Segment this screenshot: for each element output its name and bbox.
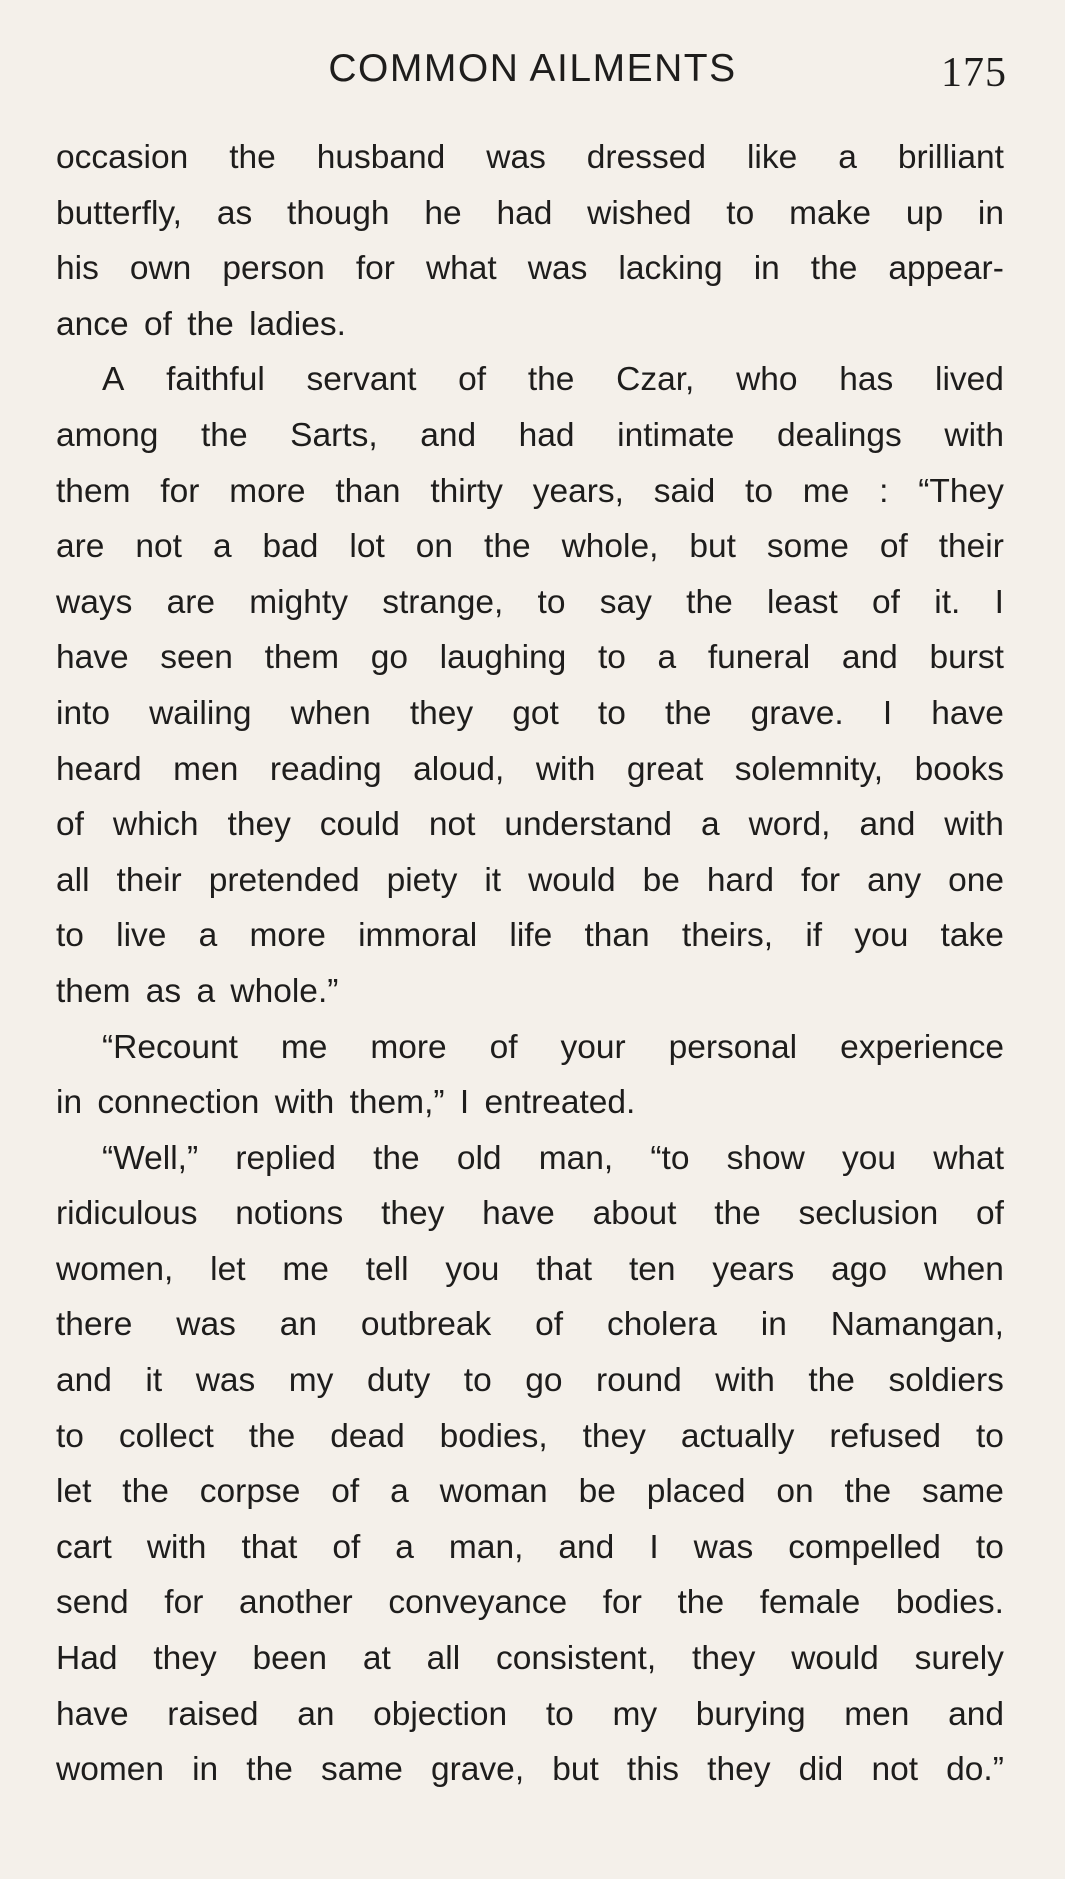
word: women [56,1751,164,1789]
word: least [767,583,838,621]
word: not [135,528,182,566]
word: say [599,583,652,621]
word: Namangan, [830,1306,1004,1344]
word: more [249,917,326,955]
word: same [922,1473,1004,1511]
word: if [805,917,823,955]
word: heard [56,750,142,788]
word: though [287,194,390,232]
word: years, [532,472,624,510]
word: they [153,1640,217,1678]
word: surely [914,1640,1004,1678]
word: consistent, [496,1640,657,1678]
word: go [525,1362,563,1400]
word: did [798,1751,844,1789]
word: all [426,1640,461,1678]
word: thirty [430,472,503,510]
word: women, [56,1250,174,1288]
page-number: 175 [941,50,1007,96]
word: old [456,1139,502,1177]
text-line [56,1186,1004,1242]
word: make [789,194,871,232]
word: grave, [431,1751,525,1789]
word: men [173,750,239,788]
word: but [689,528,736,566]
word: of [535,1306,564,1344]
word: mighty [249,583,348,621]
word: to [597,639,626,677]
word: another [239,1584,353,1622]
word: lived [935,361,1004,399]
word: you [445,1250,500,1288]
word: are [166,583,216,621]
word: the [714,1195,761,1233]
word: corpse [199,1473,301,1511]
text-line [56,186,1004,242]
word: person [222,250,325,288]
word: a [212,528,232,566]
word: the [484,528,531,566]
word: to [537,583,566,621]
word: to [545,1695,574,1733]
word: your [560,1028,626,1066]
text-line [56,1353,1004,1409]
word: of [489,1028,518,1066]
word: for [164,1584,204,1622]
word: man, [538,1139,614,1177]
word: occasion [56,139,189,176]
word: to [463,1362,492,1400]
word: that [536,1250,593,1288]
word: a [198,917,218,955]
word: you [854,917,909,955]
word: my [288,1362,334,1400]
word: own [129,250,192,288]
word: a [700,806,720,844]
running-head [0,44,1065,94]
word: dealings [777,416,902,454]
word: to [56,917,84,955]
word: A [102,361,125,399]
word: who [736,361,798,399]
word: pretended [208,861,360,899]
word: an [297,1695,335,1733]
word: was [486,139,546,176]
word: I [882,694,893,732]
word: be [578,1473,616,1511]
word: the [122,1473,169,1511]
word: what [933,1139,1004,1177]
word: ten [628,1250,676,1288]
text-line [56,519,1004,575]
word: into [56,694,111,732]
text-line [56,1742,1004,1798]
word: the [229,139,276,176]
word: been [252,1640,328,1678]
word: they [692,1640,756,1678]
word: replied [235,1139,336,1177]
word: duty [366,1362,431,1400]
word: be [642,861,680,899]
text-line [56,1687,1004,1743]
word: to [597,694,626,732]
word: not [428,806,476,844]
word: they [582,1417,646,1455]
word: Had [56,1640,118,1678]
word: which [112,806,199,844]
word: an [279,1306,317,1344]
word: to [56,1417,84,1455]
text-line [56,1464,1004,1520]
text-line [56,1020,1004,1076]
word: ways [56,583,133,621]
word: personal [668,1028,798,1066]
word: their [938,528,1004,566]
word: they [381,1195,445,1233]
word: whole, [561,528,659,566]
word: do.” [946,1751,1004,1789]
word: and [841,639,898,677]
text-line [56,130,1004,186]
word: on [415,528,454,566]
word: at [362,1640,391,1678]
word: when [923,1250,1004,1288]
word: not [871,1751,919,1789]
word: send [56,1584,129,1622]
word: objection [373,1695,508,1733]
word: of [332,1528,361,1566]
text-line [56,686,1004,742]
word: what [425,250,497,288]
word: woman [439,1473,548,1511]
word: actually [680,1417,795,1455]
text-line [56,575,1004,631]
word: reading [269,750,382,788]
word: that [241,1528,298,1566]
word: in [192,1751,219,1789]
text-line [56,241,1004,297]
word: any [867,861,922,899]
word: them [56,472,131,510]
word: among [56,416,159,454]
word: them [264,639,340,677]
word: was [195,1362,256,1400]
word: refused [829,1417,942,1455]
body-text [56,130,1004,1798]
word: placed [646,1473,746,1511]
word: than [584,917,650,955]
word: in [753,250,780,288]
word: was [693,1528,754,1566]
word: cholera [606,1306,717,1344]
word: for [355,250,395,288]
word: of [56,806,84,844]
word: female [759,1584,861,1622]
word: of [331,1473,360,1511]
word: with [535,750,596,788]
word: the [527,361,575,399]
word: me [280,1028,328,1066]
word: the [664,694,712,732]
word: burst [929,639,1004,677]
word: I [649,1528,659,1566]
word: take [940,917,1004,955]
word: they [409,694,474,732]
word: compelled [788,1528,941,1566]
word: had [496,194,553,232]
word: outbreak [360,1306,492,1344]
text-line [56,630,1004,686]
word: it. [934,583,961,621]
word: raised [167,1695,259,1733]
word: years [712,1250,795,1288]
word: life [509,917,553,955]
word: have [56,639,129,677]
word: I [994,583,1004,621]
word: notions [235,1195,344,1233]
word: understand [504,806,673,844]
word: the [808,1362,855,1400]
word: let [210,1250,246,1288]
word: the [373,1139,420,1177]
word: intimate [617,416,735,454]
word: strange, [382,583,504,621]
word: collect [118,1417,214,1455]
word: have [482,1195,555,1233]
word: the [686,583,733,621]
word: my [612,1695,658,1733]
word: round [596,1362,682,1400]
word: have [56,1695,129,1733]
word: of [458,361,487,399]
text-line [56,408,1004,464]
word: had [518,416,575,454]
word: a [395,1528,414,1566]
text-line: ance of the ladies. [56,305,346,343]
word: could [319,806,400,844]
word: would [528,861,616,899]
word: wailing [149,694,252,732]
word: laughing [439,639,567,677]
text-line [56,1409,1004,1465]
word: the [246,1751,293,1789]
text-line [56,1297,1004,1353]
word: ridiculous [56,1195,198,1233]
word: the [248,1417,296,1455]
word: hard [706,861,774,899]
word: the [201,416,248,454]
word: all [56,861,90,899]
text-line [56,1131,1004,1187]
word: seclusion [798,1195,939,1233]
word: with [944,416,1004,454]
text-line [56,1242,1004,1298]
word: “They [918,472,1004,510]
word: and [948,1695,1004,1733]
word: as [216,194,253,232]
word: there [56,1306,133,1344]
word: in [760,1306,787,1344]
word: would [791,1640,879,1678]
word: great [626,750,704,788]
word: for [602,1584,642,1622]
word: got [512,694,559,732]
text-line [56,1631,1004,1687]
text-line: in connection with them,” I entreated. [56,1084,636,1122]
word: bodies. [895,1584,1004,1622]
word: men [844,1695,910,1733]
word: word, [748,806,831,844]
word: solemnity, [734,750,884,788]
word: the [810,250,858,288]
word: go [370,639,408,677]
word: they [227,806,291,844]
word: servant [306,361,417,399]
word: brilliant [897,139,1004,176]
word: lot [349,528,385,566]
word: some [766,528,849,566]
text-line [56,1575,1004,1631]
word: was [527,250,588,288]
word: the [844,1473,892,1511]
word: grave. [750,694,844,732]
word: burying [695,1695,806,1733]
word: conveyance [388,1584,568,1622]
word: of [975,1195,1004,1233]
word: with [146,1528,207,1566]
text-line: them as a whole.” [56,972,339,1010]
word: with [944,806,1004,844]
word: aloud, [413,750,505,788]
word: let [56,1473,92,1511]
text-line [56,797,1004,853]
word: to [975,1528,1004,1566]
word: dressed [586,139,706,176]
word: for [160,472,200,510]
word: wished [587,194,692,232]
running-title: COMMON AILMENTS [328,47,737,90]
word: ago [831,1250,888,1288]
word: piety [386,861,458,899]
word: for [800,861,841,899]
word: soldiers [888,1362,1004,1400]
word: of [879,528,908,566]
word: to [745,472,773,510]
word: their [116,861,182,899]
word: me [802,472,850,510]
word: to [726,194,755,232]
word: man, [448,1528,524,1566]
word: show [726,1139,805,1177]
word: than [335,472,401,510]
word: faithful [166,361,265,399]
word: me [282,1250,329,1288]
text-line [56,742,1004,798]
word: lacking [618,250,723,288]
word: on [776,1473,814,1511]
word: seen [160,639,233,677]
word: tell [365,1250,409,1288]
word: you [842,1139,897,1177]
word: it [484,861,502,899]
word: husband [316,139,446,176]
word: same [320,1751,403,1789]
word: are [56,528,105,566]
word: more [229,472,306,510]
word: books [914,750,1004,788]
word: was [176,1306,236,1344]
word: immoral [358,917,478,955]
word: like [746,139,798,176]
word: he [424,194,462,232]
word: a [390,1473,409,1511]
word: live [116,917,167,955]
text-line [56,853,1004,909]
word: and [56,1362,112,1400]
text-line [56,464,1004,520]
word: when [290,694,371,732]
word: the [677,1584,725,1622]
word: up [905,194,944,232]
word: more [370,1028,447,1066]
word: and [558,1528,615,1566]
word: dead [330,1417,405,1455]
word: in [977,194,1004,232]
word: and [420,416,477,454]
word: funeral [707,639,811,677]
word: butterfly, [56,194,182,232]
word: of [872,583,900,621]
text-line [56,1520,1004,1576]
word: his [56,250,99,288]
word: “Recount [102,1028,238,1066]
word: “Well,” [102,1139,199,1177]
word: to [975,1417,1004,1455]
word: Czar, [616,361,695,399]
word: but [552,1751,599,1789]
word: they [707,1751,771,1789]
word: a [657,639,677,677]
word: appear- [888,250,1004,288]
word: : [879,472,889,510]
word: with [715,1362,775,1400]
word: this [626,1751,680,1789]
text-line [56,352,1004,408]
word: it [145,1362,163,1400]
word: said [653,472,716,510]
word: and [859,806,916,844]
word: bad [262,528,319,566]
word: have [931,694,1004,732]
word: about [592,1195,677,1233]
word: bodies, [439,1417,548,1455]
word: Sarts, [290,416,378,454]
word: experience [840,1028,1004,1066]
word: a [838,139,857,176]
word: cart [56,1528,112,1566]
text-line [56,908,1004,964]
word: one [948,861,1004,899]
word: theirs, [681,917,774,955]
word: has [839,361,894,399]
word: “to [650,1139,690,1177]
